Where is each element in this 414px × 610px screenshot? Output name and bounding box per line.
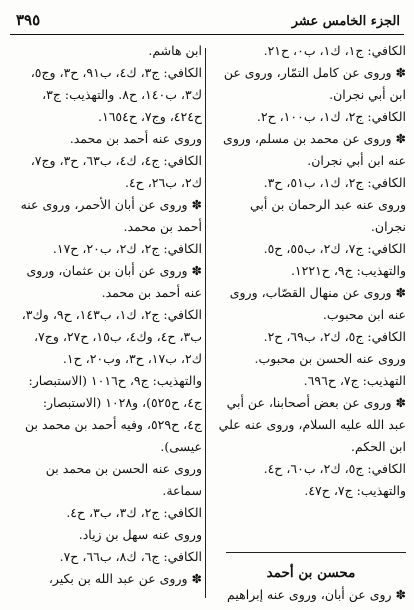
text-line: ج٤، ح٥٢٩، وفيه أحمد بن محمد بن — [25, 417, 202, 432]
section-heading: محسن بن أحمد — [266, 565, 356, 581]
text-line: والتهذيب: ج٩، ح١٠١٦ (الاستبصار: — [28, 373, 202, 388]
text-line: الكافي: ج٦، ك٨، ب٦٦، ح٧. — [59, 549, 202, 564]
text-line: وروى عنه سهل بن زياد. — [78, 527, 202, 542]
text-line: ج٤، ح٥٢٥)، و١٠٢٨ (الاستبصار: — [42, 395, 202, 410]
text-line: ح٤٢٤، وج٧، ح١٦٥٤. — [98, 109, 202, 124]
text-line: وروى عنه أحمد بن محمد. — [69, 131, 202, 146]
text-line: الكافي: ج٥، ك٢، ب٦٠، ح٤. — [263, 461, 406, 476]
right-column — [216, 40, 406, 606]
text-line: ✽ وروى عن منهال القصّاب، وروى — [229, 285, 406, 300]
text-line: الكافي: ج٣، ك٤، ب٩١، ح٣، وج٥، — [30, 65, 202, 80]
text-line: الكافي: ج١، ك١، ب٠، ح٢١. — [263, 43, 406, 58]
text-line: الكافي: ج٢، ك١، ب١٤٣، ح٩، وك٣، — [21, 307, 202, 322]
text-line: ك٣، ب١٤٠، ح٨. والتهذيب: ج٣، — [42, 87, 202, 102]
text-line: ✽ وروى عن عبد الله بن بكير، — [48, 571, 202, 586]
text-line: ✽ وروى عن أبان بن عثمان، وروى — [26, 263, 202, 278]
text-line: ك٢، ب٢٦، ح٤. — [124, 175, 202, 190]
text-line: وروى عنه الحسن بن محبوب. — [254, 351, 406, 366]
text-line: ✽ وروى عن كامل التمّار، وروى عن — [223, 65, 406, 80]
text-line: ✽ وروى عن أبان الأحمر، وروى عنه — [20, 197, 202, 212]
section-first-line: ✽ روى عن أبان، وروى عنه إبراهيم — [227, 587, 406, 602]
text-line: ✽ وروى عن محمد بن مسلم، وروى — [223, 131, 406, 146]
text-line: ابن أبي نجران. — [329, 87, 406, 102]
text-line: الكافي: ج٥، ك٢، ب٦٩، ح٢. — [263, 329, 406, 344]
header-title: الجزء الخامس عشر — [291, 14, 400, 29]
page-number: ٣٩٥ — [16, 11, 41, 29]
text-line: ب٣، ح٤، وك٤، ب١٥، ح٢٧، وج٧، — [34, 329, 202, 344]
text-line: الكافي: ج٧، ك٢، ب٥٥، ح٥. — [263, 241, 406, 256]
text-line: سماعة. — [162, 483, 202, 498]
text-line: الكافي: ج٢، ك٢، ب٢٠، ح١٧. — [52, 241, 202, 256]
text-line: الكافي: ج٢، ك١، ب١٠٠، ح٢. — [256, 109, 406, 124]
text-line: وروى عنه عبد الرحمان بن أبي — [250, 197, 406, 212]
text-line: ابن هاشم. — [148, 43, 202, 58]
text-line: عنه أحمد بن محمد. — [101, 285, 202, 300]
text-line: وروى عنه الحسن بن محمد بن — [45, 461, 202, 476]
text-line: ابن الحكم. — [351, 439, 406, 454]
text-line: الكافي: ج٢، ك١، ب٥١، ح٣. — [263, 175, 406, 190]
column-divider — [205, 48, 206, 598]
text-line: التهذيب: ج٧، ح٦٩٦. — [303, 373, 406, 388]
text-line: ك٢، ب١٧، ح٣، وب٢٠، ح١. — [62, 351, 202, 366]
text-line: عبد الله عليه السلام، وروى عنه علي — [218, 417, 406, 432]
page-header — [10, 6, 404, 35]
section-divider — [226, 552, 406, 553]
text-line: أحمد بن محمد. — [123, 219, 202, 234]
text-line: عنه ابن أبي نجران. — [307, 153, 406, 168]
text-line: عنه ابن محبوب. — [322, 307, 406, 322]
text-line: والتهذيب: ج٩، ح١٢٢١. — [290, 263, 406, 278]
left-column — [12, 40, 202, 606]
text-line: الكافي: ج٢، ك٣، ب٣، ح٤. — [66, 505, 202, 520]
text-line: والتهذيب: ج٧، ح٤٧. — [304, 483, 406, 498]
text-line: نجران. — [370, 219, 406, 234]
text-line: الكافي: ج٤، ك٤، ب٦٣، ح٣، وج٧، — [30, 153, 202, 168]
text-line: عيسى). — [160, 439, 202, 454]
text-line: ✽ وروى عن بعض أصحابنا، عن أبي — [226, 395, 406, 410]
